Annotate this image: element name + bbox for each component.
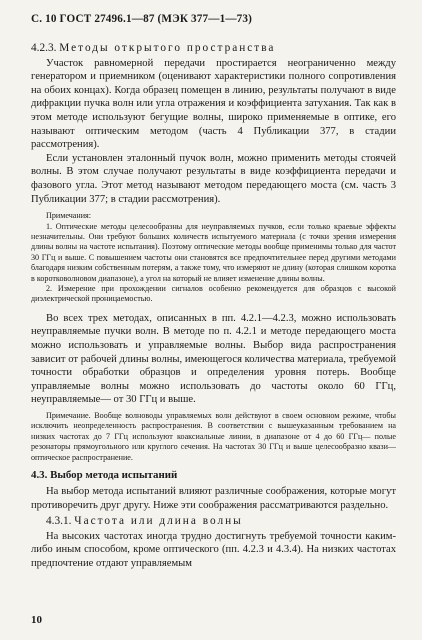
page-number: 10	[31, 614, 42, 626]
section-number: 4.2.3.	[31, 42, 57, 54]
paragraph-choice: На выбор метода испытаний влияют различные соображения, которые могут противоречить друг другу. Ниже эти соображения рассматриваются раздельно.	[31, 485, 396, 511]
section-heading-4-3	[31, 469, 396, 481]
section-heading-4-3-1	[31, 515, 396, 529]
section-title: Методы открытого пространства	[59, 42, 276, 54]
note-waveguides	[31, 411, 396, 463]
note-1: 1. Оптические методы целесообразны для неуправляемых пучков, если только краевые эффекты незначительны. Они требуют больших количеств испытуемого материала (с точки зрения измерения длины волны на частоте испытания). Поэтому оптические методы вообще применимы только для частот 30 ГГц и выше. С повышением частоты они становятся все предпочтительнее перед другими методами благодаря низким собственным потерям, а также тому, что измеряют не длину (которая слишком коротка в коротковолновом диапазоне), а угол на который не влияет изменение длины волны.	[31, 221, 396, 283]
document-page	[31, 13, 396, 571]
paragraph-frequency: На высоких частотах иногда трудно достигнуть требуемой точности каким-либо иным способом, кроме оптического (пп. 4.2.3 и 4.3.4). На низких частотах предпочтение отдают управляемым	[31, 530, 396, 569]
note-heading: Примечание.	[46, 410, 91, 420]
note-2: 2. Измерение при прохождении сигналов особенно рекомендуется для образцов с высокой диэлектрической проницаемостью.	[31, 283, 396, 304]
running-header: С. 10 ГОСТ 27496.1—87 (МЭК 377—1—73)	[31, 13, 253, 25]
section-number: 4.3.	[31, 468, 48, 481]
section-heading-4-2-3	[31, 42, 396, 56]
section-title: Выбор метода испытаний	[50, 468, 178, 481]
section-number: 4.3.1.	[46, 515, 72, 528]
notes-heading: Примечания:	[46, 211, 92, 221]
paragraph-standing-wave: Если установлен эталонный пучок волн, можно применить методы стоячей волны. В этом случае получают результаты в виде коэффициента передачи и фазового угла. Этот метод называют методом передающего моста (см. часть 3 Публикации 377; в стадии рассмотрения).	[31, 152, 396, 205]
section-title: Частота или длина волны	[74, 515, 243, 528]
paragraph-methods: Во всех трех методах, описанных в пп. 4.2.1—4.2.3, можно использовать неуправляемые пучки волн. В методе по п. 4.2.1 и методе передающего моста можно использовать и управляемые волны. Выбор вида распространения зависит от рабочей длины волны, имеющегося количества материала, требуемой точности обработки образцов и определения уровня потерь. Вообще управляемые волны можно использовать до частоты около 60 ГГц, неуправляемые— от 30 ГГц и выше.	[31, 312, 396, 406]
paragraph-open-space: Участок равномерной передачи простирается неограниченно между генератором и приемником (оценивают характеристики полного сопротивления на обоих концах). Когда образец помещен в линию, результаты получают в виде дифракции пучка волн или угла отражения и коэффициента затухания. Так как в этом методе используют бегущие волны, широко применяемые в оптике, его называют оптическим методом (часть 4 Публикации 377, в стадии рассмотрения).	[31, 57, 396, 151]
note-text: Вообще волноводы управляемых волн действуют в своем основном режиме, чтобы исключить неопределенность распространения. В соответствии с вышеуказанным требованием на низких частотах до 7 ГГц используют коаксиальные линии, в диапазоне от 4 до 60 ГГц— полые резонаторы прямоугольного или круглого сечения. На частотах 30 ГГц и выше целесообразно квази— оптическое распространение.	[31, 410, 396, 462]
